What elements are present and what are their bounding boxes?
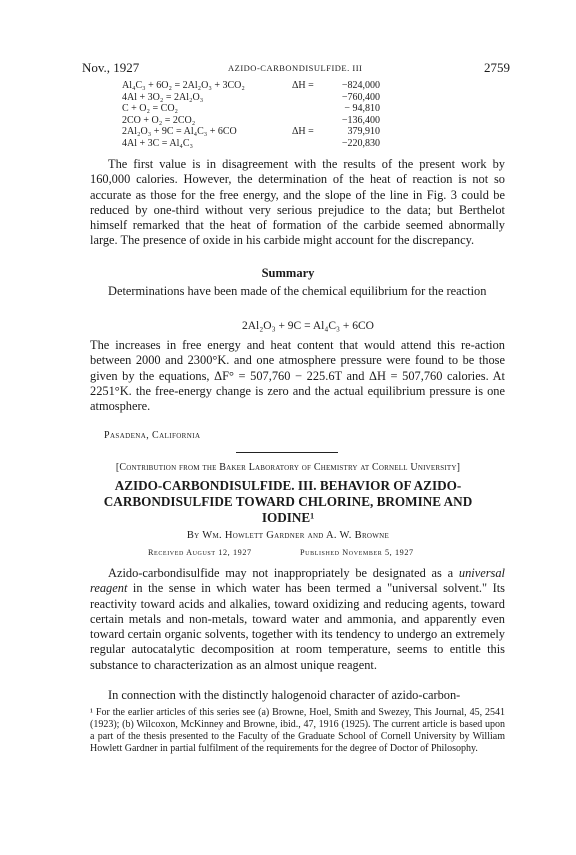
equation-text: 4Al + 3O₂ = 2Al₂O₃ — [122, 91, 204, 103]
equation-row — [122, 138, 380, 150]
delta-h-value: −824,000 — [341, 80, 380, 91]
running-header — [82, 60, 510, 78]
delta-h-value: − 94,810 — [344, 103, 380, 114]
contribution-line: [Contribution from the Baker Laboratory of Chemistry at Cornell University] — [115, 462, 461, 473]
authors-line: By Wm. Howlett Gardner and A. W. Browne — [186, 530, 390, 541]
header-title: AZIDO-CARBONDISULFIDE. III — [228, 63, 363, 73]
summary-intro: Determinations have been made of the chemical equilibrium for the reaction — [108, 284, 487, 298]
equation-text: 2Al₂O₃ + 9C = Al₄C₃ + 6CO — [122, 126, 237, 137]
emphasis-universal-reagent: universal reagent — [90, 566, 505, 596]
paragraph-discussion: The first value is in disagreement with the results of the present work by 160,000 calories. However, the determination of the heat of reaction is not so accurate as those for the free energy, and the slope of the line in Fig. 3 could be reduced by one-third without very serious prejudice to the data; but Berthelot himself remarked that the heat of formation of the carbide seemed abnormally large. The presence of oxide in his carbide might account for the discrepancy. — [90, 157, 505, 248]
equation-row — [122, 80, 380, 92]
delta-h-value: −220,830 — [341, 137, 380, 149]
delta-h-label: ΔH = — [292, 80, 314, 91]
footnote: ¹ For the earlier articles of this series see (a) Browne, Hoel, Smith and Swezey, This Journal, 45, 2541 (1923); (b) Wilcoxon, McKinney and Browne, ibid., 47, 1916 (1925). The current article is based upon a part of the thesis presented to the Faculty of the Graduate School of Cornell University by William Howlett Gardner in partial fulfilment of the requirements for the degree of Doctor of Philosophy. — [90, 707, 505, 755]
equation-text: Al₄C₃ + 6O₂ = 2Al₂O₃ + 3CO₂ — [122, 80, 245, 91]
page-number: 2759 — [484, 60, 510, 75]
location-line: Pasadena, California — [104, 430, 201, 441]
delta-h-label: ΔH = — [292, 126, 314, 137]
equation-text: 2CO + O₂ = 2CO₂ — [122, 114, 196, 126]
equation-row — [122, 126, 380, 138]
equation-text: C + O₂ = CO₂ — [122, 103, 179, 114]
section-divider — [236, 452, 338, 453]
title-line-3: IODINE¹ — [261, 510, 315, 525]
summary-heading: Summary — [261, 266, 315, 280]
delta-h-label — [292, 92, 326, 104]
equation-text: 4Al + 3C = Al₄C₃ — [122, 137, 194, 149]
delta-h-label — [292, 115, 326, 127]
published-date: Published November 5, 1927 — [300, 548, 414, 557]
header-date: Nov., 1927 — [82, 60, 140, 75]
article-title — [0, 478, 576, 526]
title-line-2: CARBONDISULFIDE TOWARD CHLORINE, BROMINE AND — [103, 494, 473, 509]
equation-table — [122, 80, 380, 149]
summary-body: The increases in free energy and heat content that would attend this re-action between 2000 and 2300°K. and one atmosphere pressure were found to be those given by the equations, ΔF° = 507,760 − 225.6T and ΔH = 507,760 calories. At 2251°K. the free-energy change is zero and the actual equilibrium pressure is one atmosphere. — [90, 338, 505, 414]
delta-h-label — [292, 103, 326, 115]
equation-row — [122, 115, 380, 127]
equation-row — [122, 92, 380, 104]
delta-h-label — [292, 138, 326, 150]
delta-h-value: −136,400 — [341, 114, 380, 126]
received-date: Received August 12, 1927 — [148, 548, 252, 557]
delta-h-value: −760,400 — [341, 91, 380, 103]
equation-row — [122, 103, 380, 115]
body-paragraph-2: In connection with the distinctly halogenoid character of azido-carbon- — [108, 688, 461, 702]
delta-h-value: 379,910 — [347, 126, 380, 137]
summary-equation: 2Al₂O₃ + 9C = Al₄C₃ + 6CO — [242, 320, 374, 332]
title-line-1: AZIDO-CARBONDISULFIDE. III. BEHAVIOR OF AZIDO- — [114, 478, 462, 493]
body-paragraph-1: Azido-carbondisulfide may not inappropriately be designated as a universal reagent in the sense in which water has been termed a "universal solvent." Its reactivity toward acids and alkalies, toward oxidizing and reducing agents, toward certain metals and non-metals, toward water and ammonia, and apparently even toward certain organic solvents, together with its tendency to undergo an extremely regular autocatalytic decomposition at room temperature, seems to entitle this substance to characterization as an almost unique reagent. — [90, 566, 505, 672]
